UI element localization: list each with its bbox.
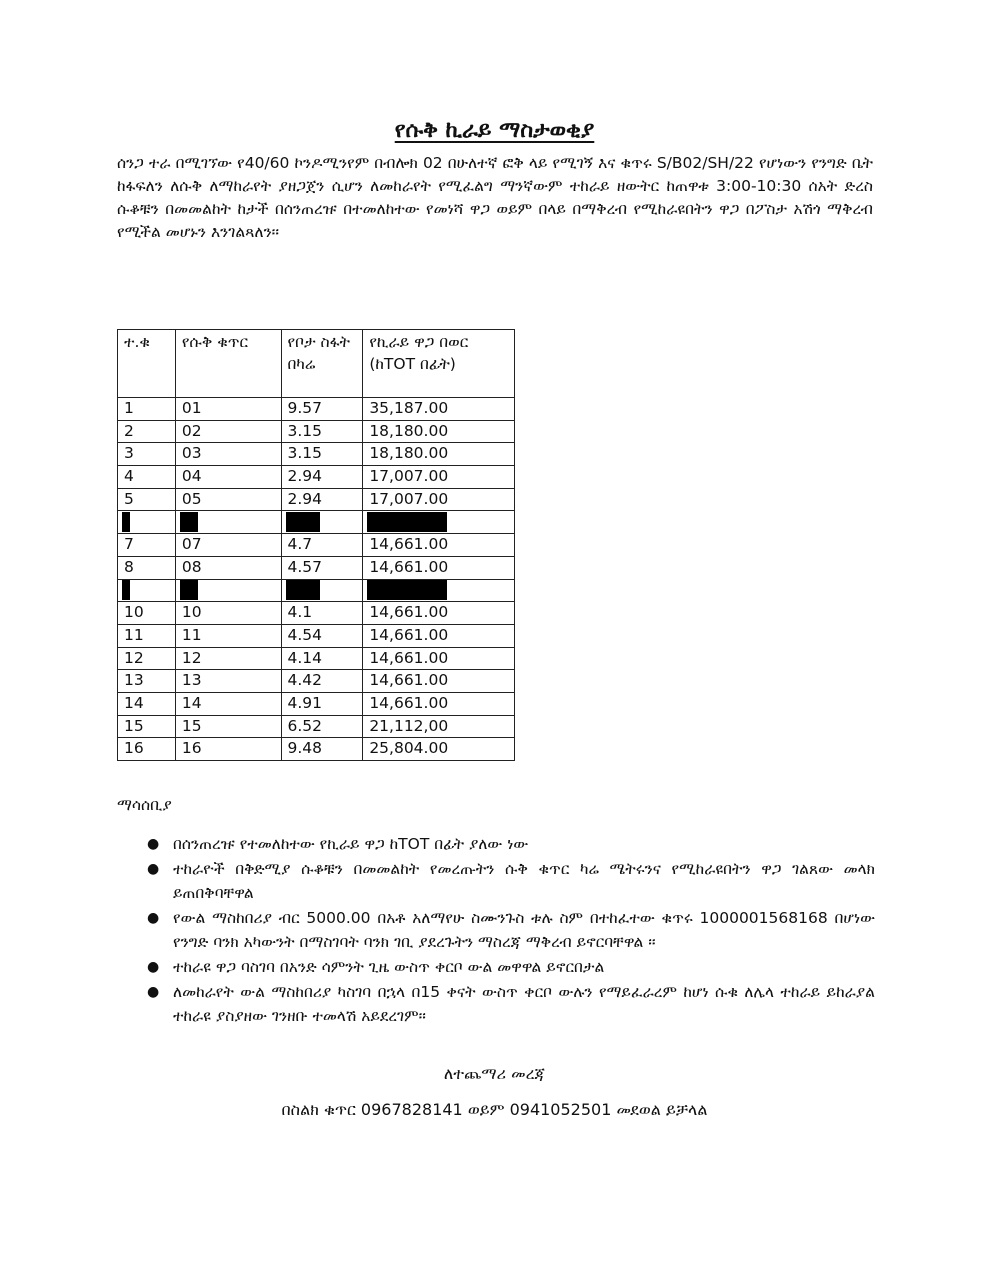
redaction-block [180, 580, 198, 600]
cell-rent: 18,180.00 [363, 443, 515, 466]
cell-shop-number: 03 [175, 443, 281, 466]
cell-number: 2 [118, 420, 176, 443]
bullet-icon: ● [147, 984, 160, 1000]
cell-shop-number: 07 [175, 534, 281, 557]
cell-area: 3.15 [281, 420, 363, 443]
contact-heading: ለተጨማሪ መረጃ [443, 1064, 546, 1083]
note-text: በሰንጠረዡ የተመለከተው የኪራይ ዋጋ ከTOT በፊት ያለው ነው [173, 835, 529, 853]
cell-number: 1 [118, 398, 176, 421]
cell-number: 14 [118, 692, 176, 715]
table-row [118, 715, 515, 738]
redaction-block [367, 580, 447, 600]
cell-area: 9.57 [281, 398, 363, 421]
cell-number: 4 [118, 466, 176, 489]
cell-rent: 17,007.00 [363, 466, 515, 489]
table-body [118, 398, 515, 761]
cell-shop-number: 12 [175, 647, 281, 670]
cell-area: 4.14 [281, 647, 363, 670]
cell-area: 4.7 [281, 534, 363, 557]
cell-rent: 14,661.00 [363, 602, 515, 625]
bullet-icon: ● [147, 959, 160, 975]
table-row [118, 511, 515, 534]
cell-rent: 18,180.00 [363, 420, 515, 443]
cell-shop-number: 16 [175, 738, 281, 761]
cell-area: 3.15 [281, 443, 363, 466]
cell-number: 10 [118, 602, 176, 625]
cell-area: 4.57 [281, 556, 363, 579]
cell-number: 11 [118, 624, 176, 647]
redaction-block [122, 580, 130, 600]
table-row [118, 443, 515, 466]
cell-shop-number: 14 [175, 692, 281, 715]
cell-rent: 14,661.00 [363, 692, 515, 715]
note-item [147, 955, 875, 979]
cell-area: 4.91 [281, 692, 363, 715]
note-item [147, 980, 875, 1028]
cell-rent: 25,804.00 [363, 738, 515, 761]
cell-shop-number: 10 [175, 602, 281, 625]
notes-list [117, 832, 875, 1029]
header-area: የቦታ ስፋት በካሬ [281, 330, 363, 398]
table-row [118, 602, 515, 625]
note-text: ተከራዩ ዋጋ ባስገባ በአንድ ሳምንት ጊዜ ውስጥ ቀርቦ ውል መዋዋል ይኖርበታል [173, 958, 605, 976]
cell-shop-number: 05 [175, 488, 281, 511]
cell-rent [363, 579, 515, 602]
contact-phone-line: በስልክ ቁጥር 0967828141 ወይም 0941052501 መደወል ይቻላል [281, 1100, 708, 1119]
note-text: ተከራዮች በቅድሚያ ሱቆቹን በመመልከት የመረጡትን ሱቅ ቁጥር ካሬ ሜትሩንና የሚከራዩበትን ዋጋ ገልጸው መላክ ይጠበቅባቸዋል [173, 860, 875, 902]
redaction-block [122, 512, 130, 532]
table-row [118, 692, 515, 715]
cell-number: 12 [118, 647, 176, 670]
page-title [0, 118, 989, 143]
cell-area: 2.94 [281, 466, 363, 489]
cell-shop-number: 01 [175, 398, 281, 421]
cell-number [118, 511, 176, 534]
cell-number: 16 [118, 738, 176, 761]
table-row [118, 624, 515, 647]
table-row [118, 466, 515, 489]
cell-number: 13 [118, 670, 176, 693]
cell-number: 7 [118, 534, 176, 557]
note-text: ለመከራየት ውል ማስከበሪያ ካስገባ በኋላ በ15 ቀናት ውስጥ ቀርቦ ውሉን የማይፈራረም ከሆነ ሱቁ ለሌላ ተከራይ ይከራያል ተከራዩ ያስያዘው ገንዘቡ ተመላሽ አይደረገም፡፡ [173, 983, 875, 1025]
cell-shop-number [175, 511, 281, 534]
cell-area: 4.54 [281, 624, 363, 647]
cell-rent: 14,661.00 [363, 534, 515, 557]
cell-area: 6.52 [281, 715, 363, 738]
cell-shop-number: 04 [175, 466, 281, 489]
redaction-block [286, 512, 320, 532]
cell-shop-number: 13 [175, 670, 281, 693]
title-text: የሱቅ ኪራይ ማስታወቂያ [394, 118, 595, 143]
cell-shop-number: 02 [175, 420, 281, 443]
cell-number [118, 579, 176, 602]
intro-paragraph: ሰንጋ ተራ በሚገኘው የ40/60 ኮንዶሚንየም በብሎክ 02 በሁለተኛ ፎቅ ላይ የሚገኝ እና ቁጥሩ S/B02/SH/22 የሆነውን የንግድ ቤት ከፋፍለን ለሱቅ ለማከራየት ያዘጋጀን ሲሆን ለመከራየት የሚፈልግ ማንኛውም ተከራይ ዘውትር ከጠዋቱ 3:00-10:30 ሰአት ድረስ ሱቆቹን በመመልከት ከታች በሰንጠረዡ በተመለከተው የመነሻ ዋጋ ወይም በላይ በማቅረብ የሚከራዩበትን ዋጋ በፖስታ አሽጎ ማቅረብ የሚችል መሆኑን እንገልጻለን፡፡ [117, 154, 873, 241]
table-header-row [118, 330, 515, 398]
cell-area: 2.94 [281, 488, 363, 511]
bullet-icon: ● [147, 836, 160, 852]
shop-rent-table [117, 329, 515, 761]
notes-heading: ማሳሰቢያ [117, 796, 172, 814]
header-shop-number: የሱቅ ቁጥር [175, 330, 281, 398]
cell-rent: 14,661.00 [363, 624, 515, 647]
bullet-icon: ● [147, 910, 160, 926]
header-monthly-rent: የኪራይ ዋጋ በወር (ከTOT በፊት) [363, 330, 515, 398]
note-item [147, 906, 875, 954]
table-row [118, 647, 515, 670]
cell-area [281, 579, 363, 602]
cell-rent: 14,661.00 [363, 556, 515, 579]
cell-shop-number: 11 [175, 624, 281, 647]
table-row [118, 534, 515, 557]
cell-area [281, 511, 363, 534]
cell-rent: 21,112,00 [363, 715, 515, 738]
header-number: ተ.ቁ [118, 330, 176, 398]
table-row [118, 488, 515, 511]
redaction-block [367, 512, 447, 532]
cell-number: 8 [118, 556, 176, 579]
cell-rent [363, 511, 515, 534]
cell-number: 15 [118, 715, 176, 738]
cell-rent: 14,661.00 [363, 670, 515, 693]
note-text: የውል ማስከበሪያ ብር 5000.00 በአቶ አለማየሁ ስሙንጉስ ቱሉ ስም በተከፈተው ቁጥሩ 1000001568168 በሆነው የንግድ ባንክ አካውንት በማስገባት ባንክ ገቢ ያደረጉትን ማስረጃ ማቅረብ ይኖርባቸዋል ፡፡ [173, 909, 875, 951]
cell-number: 3 [118, 443, 176, 466]
cell-area: 4.1 [281, 602, 363, 625]
cell-number: 5 [118, 488, 176, 511]
note-item [147, 857, 875, 905]
cell-rent: 35,187.00 [363, 398, 515, 421]
cell-area: 4.42 [281, 670, 363, 693]
cell-area: 9.48 [281, 738, 363, 761]
table-row [118, 398, 515, 421]
redaction-block [180, 512, 198, 532]
bullet-icon: ● [147, 861, 160, 877]
cell-shop-number: 08 [175, 556, 281, 579]
table-row [118, 420, 515, 443]
cell-shop-number [175, 579, 281, 602]
cell-rent: 17,007.00 [363, 488, 515, 511]
table-row [118, 738, 515, 761]
table-row [118, 556, 515, 579]
note-item [147, 832, 875, 856]
redaction-block [286, 580, 320, 600]
table-row [118, 579, 515, 602]
cell-shop-number: 15 [175, 715, 281, 738]
cell-rent: 14,661.00 [363, 647, 515, 670]
table-row [118, 670, 515, 693]
